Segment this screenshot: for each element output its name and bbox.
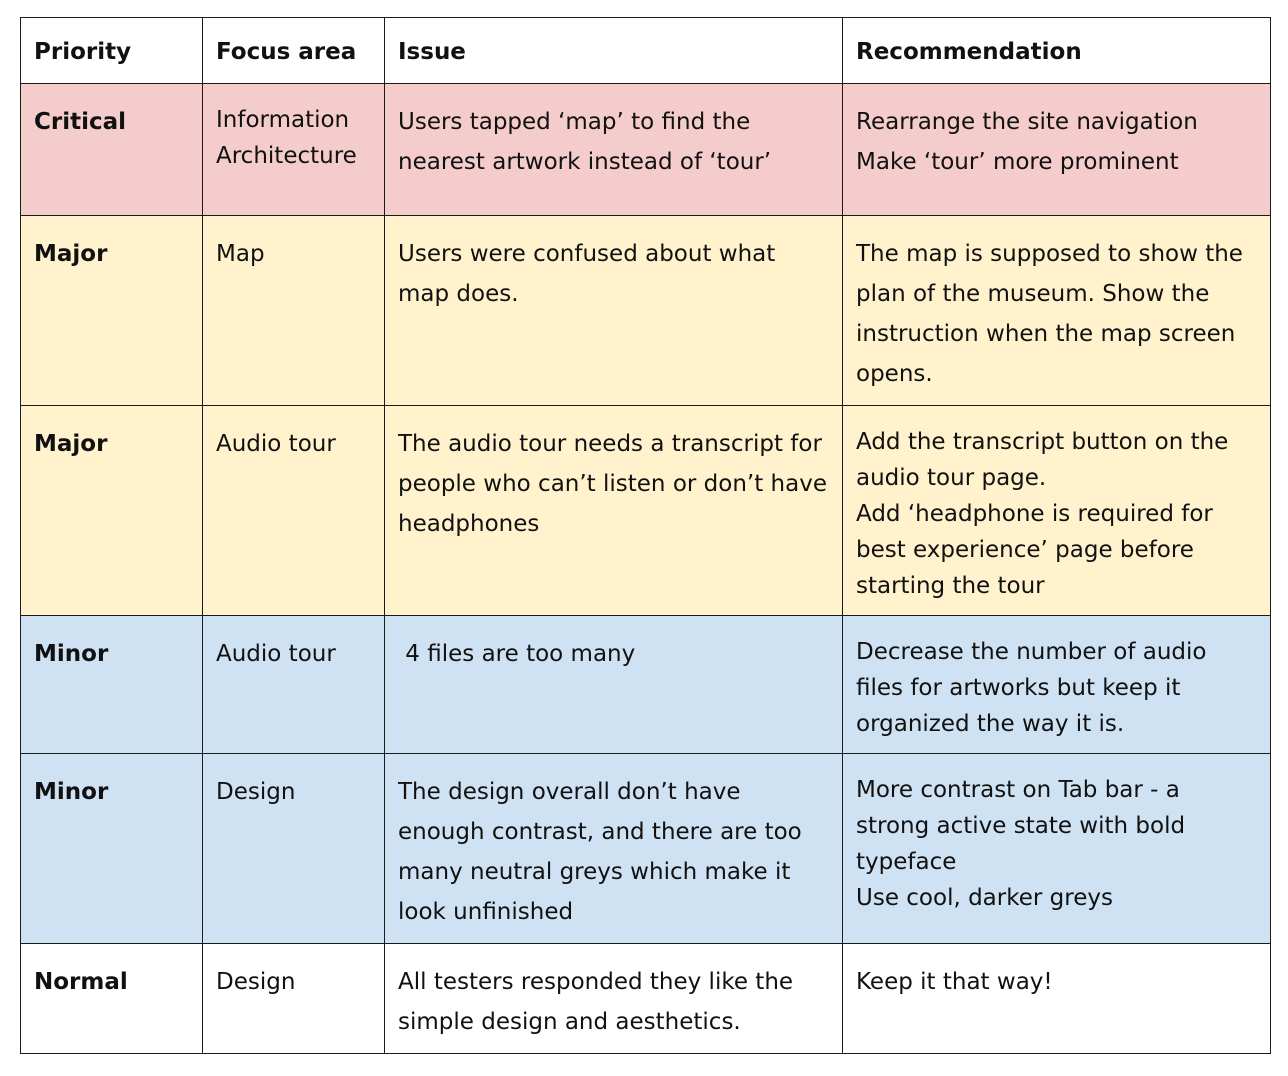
- focus-area-cell: Audio tour: [203, 406, 385, 616]
- focus-area-cell: Audio tour: [203, 616, 385, 754]
- header-priority: Priority: [21, 18, 203, 84]
- usability-findings-table: [20, 17, 1271, 1054]
- priority-cell: Normal: [21, 944, 203, 1054]
- issue-cell: The design overall don’t have enough contrast, and there are too many neutral greys which make it look unfinished: [385, 754, 843, 944]
- priority-cell: Major: [21, 406, 203, 616]
- table-row: [21, 84, 1271, 216]
- recommendation-cell: The map is supposed to show the plan of the museum. Show the instruction when the map screen opens.: [843, 216, 1271, 406]
- issue-cell: All testers responded they like the simple design and aesthetics.: [385, 944, 843, 1054]
- focus-area-cell: Design: [203, 754, 385, 944]
- issue-cell: Users were confused about what map does.: [385, 216, 843, 406]
- focus-area-cell: Design: [203, 944, 385, 1054]
- header-focus-area: Focus area: [203, 18, 385, 84]
- table-row: [21, 406, 1271, 616]
- priority-cell: Major: [21, 216, 203, 406]
- issue-cell: The audio tour needs a transcript for people who can’t listen or don’t have headphones: [385, 406, 843, 616]
- priority-cell: Critical: [21, 84, 203, 216]
- table-row: [21, 216, 1271, 406]
- table-row: [21, 944, 1271, 1054]
- header-recommendation: Recommendation: [843, 18, 1271, 84]
- recommendation-cell: Decrease the number of audio files for artworks but keep it organized the way it is.: [843, 616, 1271, 754]
- recommendation-cell: Keep it that way!: [843, 944, 1271, 1054]
- focus-area-cell: Information Architecture: [203, 84, 385, 216]
- table-row: [21, 754, 1271, 944]
- header-issue: Issue: [385, 18, 843, 84]
- priority-cell: Minor: [21, 754, 203, 944]
- priority-cell: Minor: [21, 616, 203, 754]
- recommendation-cell: Add the transcript button on the audio tour page. Add ‘headphone is required for best experience’ page before starting the tour: [843, 406, 1271, 616]
- header-row: [21, 18, 1271, 84]
- focus-area-cell: Map: [203, 216, 385, 406]
- table-row: [21, 616, 1271, 754]
- recommendation-cell: Rearrange the site navigation Make ‘tour’ more prominent: [843, 84, 1271, 216]
- recommendation-cell: More contrast on Tab bar - a strong active state with bold typeface Use cool, darker greys: [843, 754, 1271, 944]
- issue-cell: 4 files are too many: [385, 616, 843, 754]
- issue-cell: Users tapped ‘map’ to find the nearest artwork instead of ‘tour’: [385, 84, 843, 216]
